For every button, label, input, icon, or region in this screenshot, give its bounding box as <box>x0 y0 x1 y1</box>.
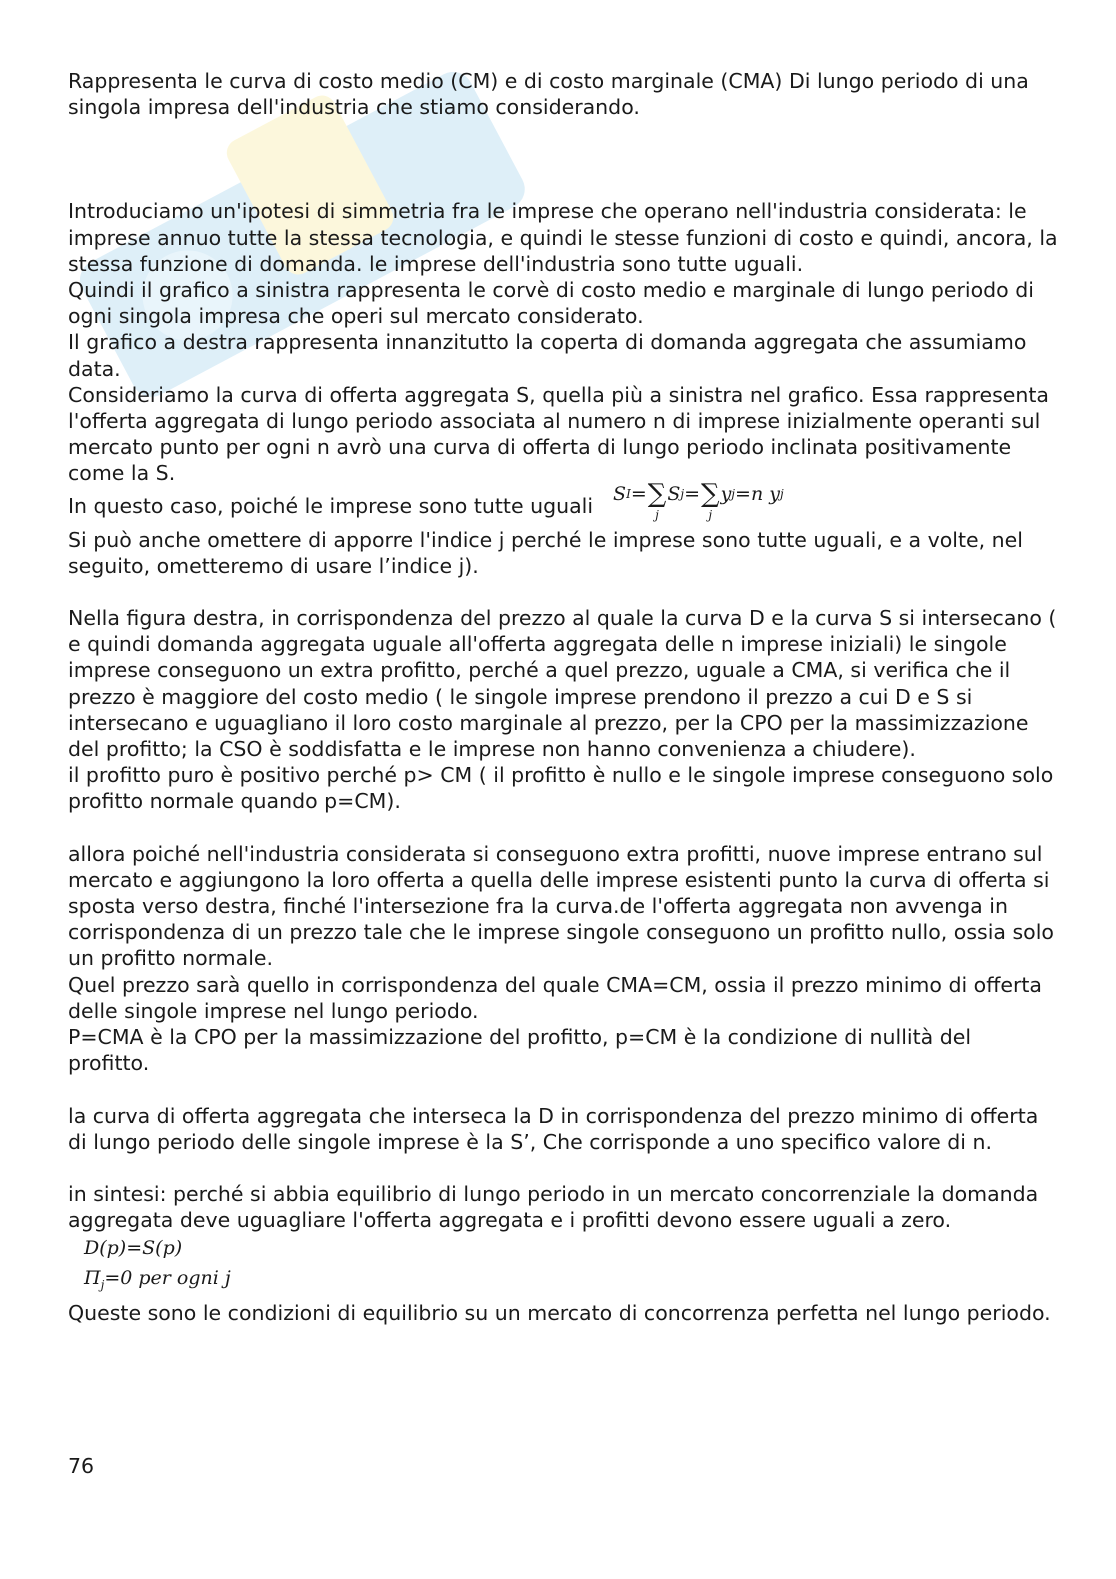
paragraph-left-graph: Quindi il grafico a sinistra rappresenta le corvè di costo medio e marginale di lungo periodo di ogni singola impresa che operi sul mercato considerato. <box>68 278 1034 329</box>
document-body <box>68 68 1058 1326</box>
paragraph-s-prime: la curva di offerta aggregata che interseca la D in corrispondenza del prezzo minimo di offerta di lungo periodo delle singole imprese è la S’, Che corrisponde a uno specifico valore di n. <box>68 1103 1039 1154</box>
formula-line <box>68 478 1058 527</box>
aggregate-supply-formula: S I = ∑ j S j = ∑ j y j =n y j <box>613 478 784 522</box>
paragraph-equal-firms: In questo caso, poiché le imprese sono tutte uguali <box>68 493 594 518</box>
paragraph-new-entrants: allora poiché nell'industria considerata si conseguono extra profitti, nuove imprese entrano sul mercato e aggiungono la loro offerta a quella delle imprese esistenti punto la curva di offerta si sposta verso destra, finché l'intersezione fra la curva.de l'offerta aggregata non avvenga in corrispondenza di un prezzo tale che le imprese singole conseguono un profitto nullo, ossia solo un profitto normale. <box>68 841 1054 971</box>
paragraph-index-j: Si può anche omettere di apporre l'indice j perché le imprese sono tutte uguali, e a volte, nel seguito, ometteremo di usare l’indice j). <box>68 527 1023 578</box>
paragraph-synthesis: in sintesi: perché si abbia equilibrio di lungo periodo in un mercato concorrenziale la domanda aggregata deve uguagliare l'offerta aggregata e i profitti devono essere uguali a zero. <box>68 1181 1039 1233</box>
equilibrium-equation-2: $\Pi_j=0$ per ogni j <box>84 1267 231 1293</box>
equilibrium-equation-1: D(p)=S(p) <box>84 1237 183 1260</box>
paragraph-cpo: P=CMA è la CPO per la massimizzazione del profitto, p=CM è la condizione di nullità del profitto. <box>68 1025 972 1076</box>
paragraph-symmetry: Introduciamo un'ipotesi di simmetria fra le imprese che operano nell'industria considerata: le imprese annuo tutte la stessa tecnologia, e quindi le stesse funzioni di costo e quindi, ancora, la stessa funzione di domanda. le imprese dell'industria sono tutte uguali. <box>68 199 1058 276</box>
paragraph-supply-curve: Consideriamo la curva di offerta aggregata S, quella più a sinistra nel grafico. Essa rappresenta l'offerta aggregata di lungo periodo associata al numero n di imprese inizialmente operanti sul mercato punto per ogni n avrò una curva di offerta di lungo periodo inclinata positivamente come la S. <box>68 382 1049 486</box>
paragraph-right-graph: Il grafico a destra rappresenta innanzitutto la coperta di domanda aggregata che assumiamo data. <box>68 330 1027 381</box>
paragraph-pure-profit: il profitto puro è positivo perché p> CM ( il profitto è nullo e le singole imprese conseguono solo profitto normale quando p=CM). <box>68 763 1054 814</box>
paragraph-min-price: Quel prezzo sarà quello in corrispondenza del quale CMA=CM, ossia il prezzo minimo di offerta delle singole imprese nel lungo periodo. <box>68 972 1042 1023</box>
paragraph-intro: Rappresenta le curva di costo medio (CM) e di costo marginale (CMA) Di lungo periodo di una singola impresa dell'industria che stiamo considerando. <box>68 69 1029 120</box>
page-number: 76 <box>68 1454 95 1478</box>
paragraph-extra-profit: Nella figura destra, in corrispondenza del prezzo al quale la curva D e la curva S si intersecano ( e quindi domanda aggregata uguale all'offerta aggregata delle n imprese iniziali) le singole imprese conseguono un extra profitto, perché a quel prezzo, uguale a CMA, si verifica che il prezzo è maggiore del costo medio ( le singole imprese prendono il prezzo a cui D e S si intersecano e uguagliano il loro costo marginale al prezzo, per la CPO per la massimizzazione del profitto; la CSO è soddisfatta e le imprese non hanno convenienza a chiudere). <box>68 606 1057 762</box>
sum-symbol-icon: ∑ j <box>701 478 720 522</box>
paragraph-conclusion: Queste sono le condizioni di equilibrio su un mercato di concorrenza perfetta nel lungo periodo. <box>68 1301 1051 1326</box>
sum-symbol-icon: ∑ j <box>647 478 667 522</box>
